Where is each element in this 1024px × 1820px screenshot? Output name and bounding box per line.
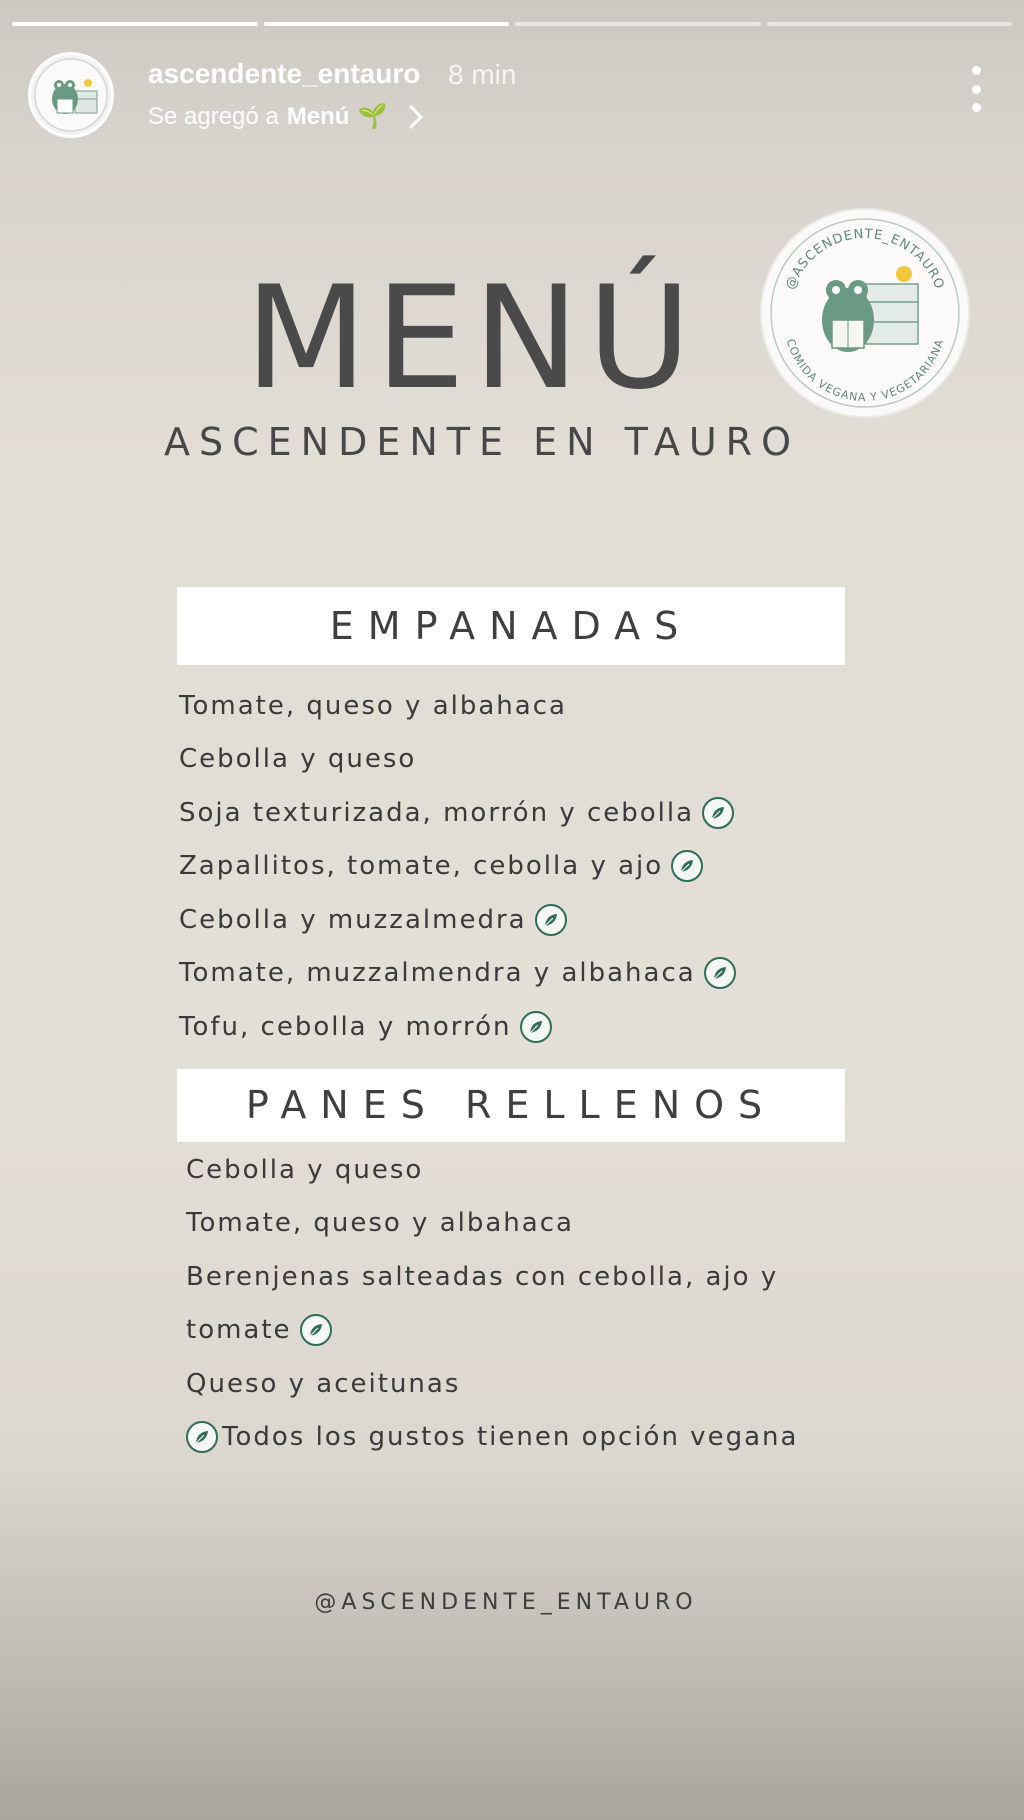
more-dot-icon <box>972 103 981 112</box>
more-options-button[interactable] <box>966 66 986 112</box>
vegan-leaf-icon <box>671 850 703 882</box>
menu-item <box>179 1000 736 1054</box>
vegan-leaf-icon <box>704 957 736 989</box>
menu-item-name: Queso y aceitunas <box>186 1368 461 1399</box>
story-timestamp: 8 min <box>448 59 517 90</box>
seedling-emoji: 🌱 <box>357 103 388 130</box>
vegan-leaf-icon <box>520 1011 552 1043</box>
story-header <box>28 48 996 140</box>
vegan-leaf-icon <box>300 1314 332 1346</box>
menu-item <box>186 1143 798 1197</box>
menu-item-name: Tomate, muzzalmendra y albahaca <box>179 958 696 989</box>
avatar[interactable] <box>28 52 114 138</box>
story-progress-bar <box>12 22 1012 26</box>
menu-item <box>186 1197 798 1251</box>
highlight-link[interactable] <box>148 102 425 131</box>
story-progress-segment <box>264 22 510 26</box>
highlight-name: Menú <box>286 102 350 130</box>
svg-text:COMIDA VEGANA Y VEGETARIANA <box>784 337 947 404</box>
vegan-note <box>186 1411 798 1465</box>
brand-badge <box>762 210 968 416</box>
menu-item-name: tomate <box>186 1315 292 1346</box>
menu-item <box>179 893 736 947</box>
menu-item <box>186 1304 798 1358</box>
menu-item-name: Cebolla y queso <box>186 1154 424 1185</box>
vegan-leaf-icon <box>535 904 567 936</box>
vegan-leaf-icon <box>702 797 734 829</box>
story-username[interactable]: ascendente_entauro <box>148 58 421 89</box>
frog-chef-logo-icon <box>31 55 111 135</box>
section-heading-empanadas: EMPANADAS <box>177 587 845 665</box>
frog-chef-badge-icon <box>762 210 968 416</box>
menu-item-name: Cebolla y muzzalmedra <box>179 904 527 935</box>
menu-item-name: Soja texturizada, morrón y cebolla <box>179 797 695 828</box>
menu-subtitle: ASCENDENTE EN TAURO <box>164 420 800 464</box>
badge-top-text: @ASCENDENTE_ENTAURO <box>783 226 947 292</box>
menu-item <box>179 840 736 894</box>
more-dot-icon <box>972 85 981 94</box>
menu-item <box>186 1250 798 1304</box>
menu-item-name: Cebolla y queso <box>179 744 417 775</box>
menu-item-name: Tomate, queso y albahaca <box>186 1208 574 1239</box>
menu-item-name: Tomate, queso y albahaca <box>179 690 567 721</box>
story-progress-segment <box>515 22 761 26</box>
menu-item-name: Tofu, cebolla y morrón <box>179 1011 512 1042</box>
menu-item-name: Zapallitos, tomate, cebolla y ajo <box>179 851 664 882</box>
vegan-note-text: Todos los gustos tienen opción vegana <box>222 1422 799 1453</box>
more-dot-icon <box>972 66 981 75</box>
story-progress-segment <box>12 22 258 26</box>
menu-item <box>186 1357 798 1411</box>
menu-title: MENÚ <box>244 256 700 421</box>
menu-item <box>179 733 736 787</box>
vegan-leaf-icon <box>186 1421 218 1453</box>
svg-text:@ASCENDENTE_ENTAURO <box>783 227 947 292</box>
empanadas-list <box>179 679 736 1054</box>
story-progress-segment <box>767 22 1013 26</box>
highlight-prefix: Se agregó a <box>148 102 279 130</box>
badge-bottom-text: COMIDA VEGANA Y VEGETARIANA <box>783 337 947 405</box>
footer-handle: @ASCENDENTE_ENTAURO <box>314 1590 698 1615</box>
panes-list <box>186 1143 798 1464</box>
menu-item <box>179 786 736 840</box>
menu-item <box>179 947 736 1001</box>
menu-item-name: Berenjenas salteadas con cebolla, ajo y <box>186 1261 779 1292</box>
section-heading-panes-rellenos: PANES RELLENOS <box>177 1069 845 1142</box>
chevron-right-icon <box>407 103 425 131</box>
menu-item <box>179 679 736 733</box>
